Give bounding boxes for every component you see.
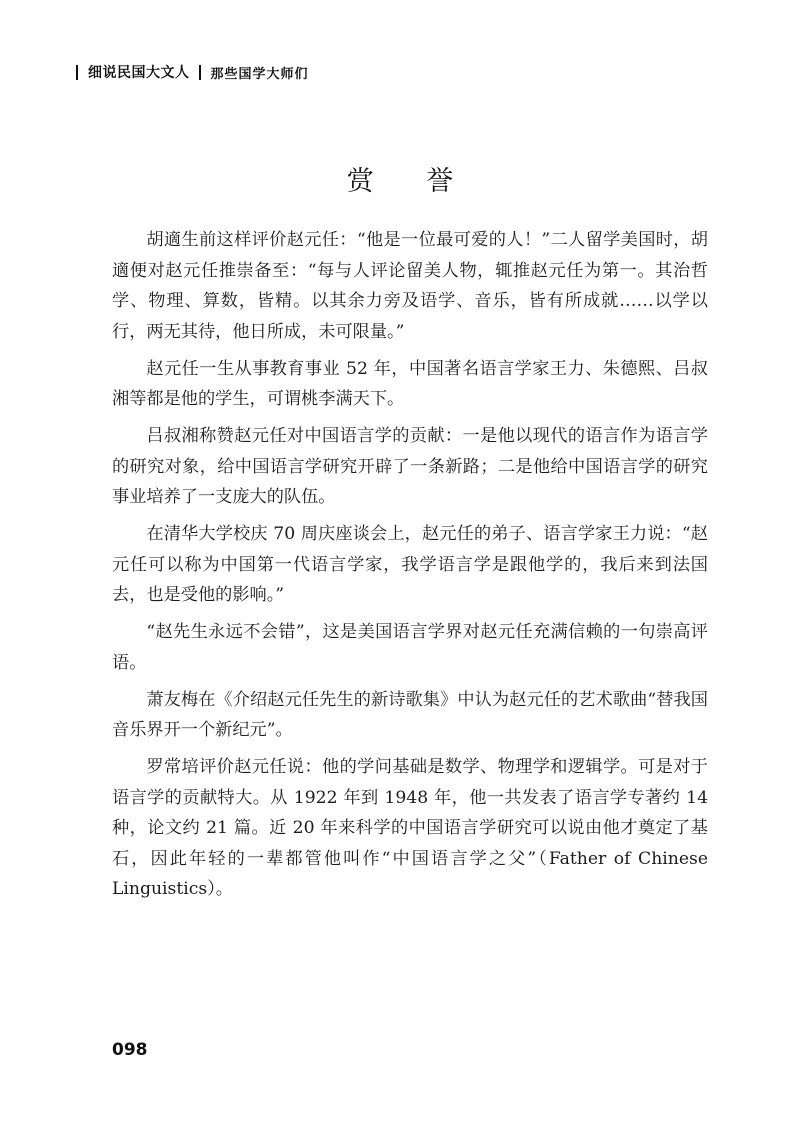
header-divider: [76, 65, 78, 80]
body-text: [112, 225, 708, 911]
paragraph: 在清华大学校庆 70 周庆座谈会上，赵元任的弟子、语言学家王力说：“赵元任可以称为中国第一代语言学家，我学语言学是跟他学的，我后来到法国去，也是受他的影响。”: [112, 524, 708, 605]
page-number: 098: [112, 1040, 148, 1060]
paragraph: 吕叔湘称赞赵元任对中国语言学的贡献：一是他以现代的语言作为语言学的研究对象，给中国语言学研究开辟了一条新路；二是他给中国语言学的研究事业培养了一支庞大的队伍。: [112, 426, 708, 507]
paragraph: 赵元任一生从事教育事业 52 年，中国著名语言学家王力、朱德熙、吕叔湘等都是他的学生，可谓桃李满天下。: [112, 358, 708, 409]
paragraph: “赵先生永远不会错”，这是美国语言学界对赵元任充满信赖的一句崇高评语。: [112, 622, 708, 673]
paragraph: 胡適生前这样评价赵元任：“他是一位最可爱的人！”二人留学美国时，胡適便对赵元任推崇备至：“每与人评论留美人物，辄推赵元任为第一。其治哲学、物理、算数，皆精。以其余力旁及语学、音乐，皆有所成就……以学以行，两无其待，他日所成，未可限量。”: [112, 230, 708, 342]
book-title: 那些国学大师们: [210, 66, 309, 82]
paragraph: 罗常培评价赵元任说：他的学问基础是数学、物理学和逻辑学。可是对于语言学的贡献特大。从 1922 年到 1948 年，他一共发表了语言学专著约 14 种，论文约 21 篇。近 20 年来科学的中国语言学研究可以说由他才奠定了基石，因此年轻的一辈都管他叫作“中国语言学之父”（Father of Chinese Linguistics）。: [112, 757, 708, 899]
paragraph: 萧友梅在《介绍赵元任先生的新诗歌集》中认为赵元任的艺术歌曲“替我国音乐界开一个新纪元”。: [112, 689, 708, 740]
header-divider: [199, 65, 201, 80]
series-title: 细说民国大文人: [88, 65, 190, 81]
section-title: 赏 誉: [346, 166, 476, 197]
running-header: [76, 61, 309, 83]
